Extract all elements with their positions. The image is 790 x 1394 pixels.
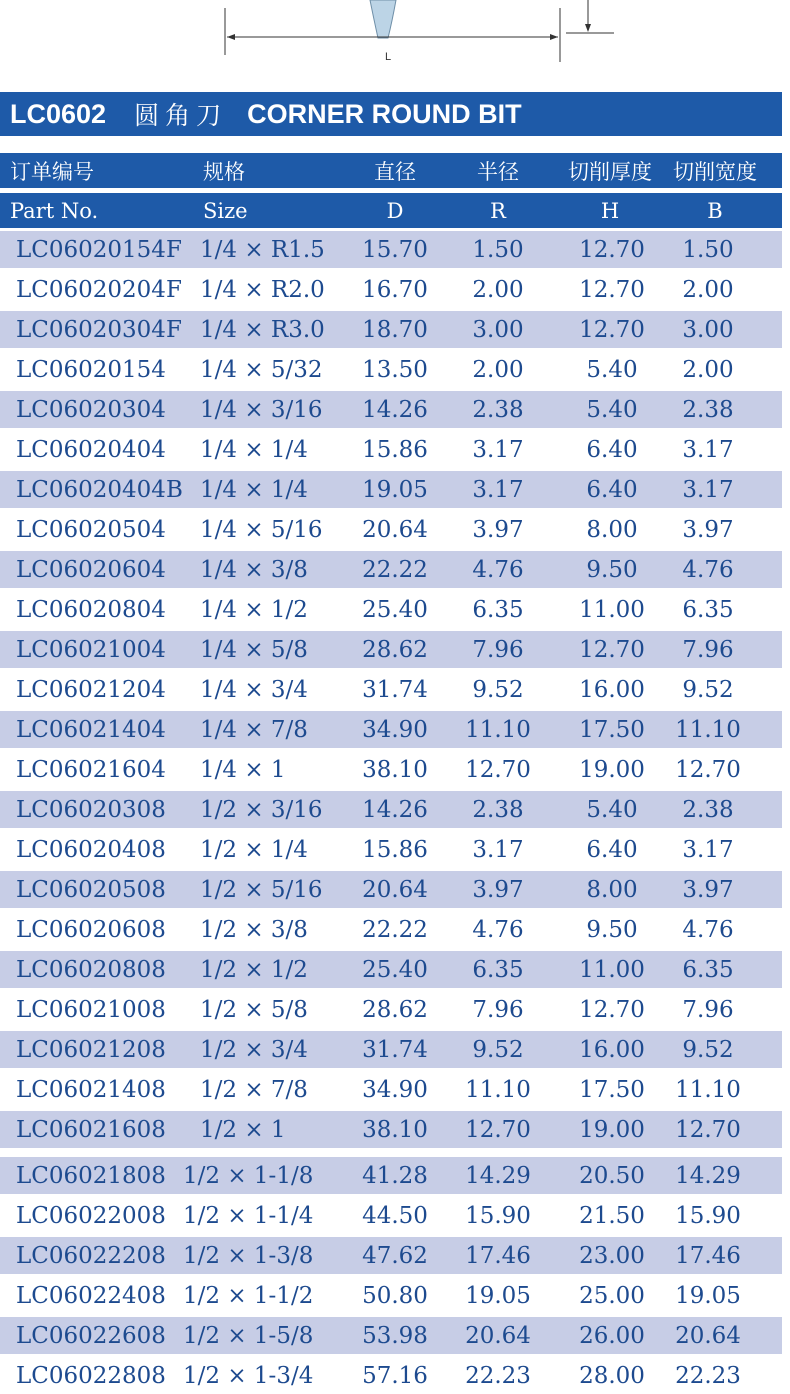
header-en-diameter: D <box>386 198 404 223</box>
diameter-cell: 20.64 <box>362 516 428 543</box>
diameter-cell: 34.90 <box>362 1076 428 1103</box>
cut-width-cell: 11.10 <box>675 716 741 743</box>
cut-width-cell: 11.10 <box>675 1076 741 1103</box>
size-cell: 1/2 × 1-1/2 <box>183 1282 314 1309</box>
radius-cell: 12.70 <box>465 756 531 783</box>
part-no-cell: LC06020508 <box>16 876 166 903</box>
size-cell: 1/2 × 1-3/8 <box>183 1242 314 1269</box>
size-cell: 1/2 × 1-1/4 <box>183 1202 314 1229</box>
part-no-cell: LC06021004 <box>16 636 166 663</box>
table-row <box>0 951 782 988</box>
table-row <box>0 591 782 628</box>
part-no-cell: LC06021404 <box>16 716 166 743</box>
table-row <box>0 1111 782 1148</box>
radius-cell: 4.76 <box>472 916 524 943</box>
part-no-cell: LC06022208 <box>16 1242 166 1269</box>
cut-height-cell: 21.50 <box>579 1202 645 1229</box>
size-cell: 1/2 × 1-5/8 <box>183 1322 314 1349</box>
radius-cell: 6.35 <box>472 596 524 623</box>
size-cell: 1/4 × 5/32 <box>200 356 323 383</box>
part-no-cell: LC06020154 <box>16 356 166 383</box>
table-header-cn <box>0 153 782 188</box>
cut-width-cell: 3.97 <box>682 876 734 903</box>
part-no-cell: LC06021408 <box>16 1076 166 1103</box>
size-cell: 1/4 × R2.0 <box>200 276 325 303</box>
header-en-radius: R <box>490 198 506 223</box>
size-cell: 1/4 × 3/16 <box>200 396 323 423</box>
diameter-cell: 50.80 <box>362 1282 428 1309</box>
size-cell: 1/4 × R1.5 <box>200 236 325 263</box>
radius-cell: 2.38 <box>472 796 524 823</box>
part-no-cell: LC06022008 <box>16 1202 166 1229</box>
product-name-en: CORNER ROUND BIT <box>247 98 522 129</box>
cut-height-cell: 17.50 <box>579 716 645 743</box>
part-no-cell: LC06021608 <box>16 1116 166 1143</box>
size-cell: 1/2 × 1-1/8 <box>183 1162 314 1189</box>
diameter-cell: 28.62 <box>362 996 428 1023</box>
table-row <box>0 471 782 508</box>
diameter-cell: 38.10 <box>362 756 428 783</box>
radius-cell: 7.96 <box>472 996 524 1023</box>
table-header-en <box>0 193 782 228</box>
diameter-cell: 14.26 <box>362 396 428 423</box>
table-row <box>0 1071 782 1108</box>
cut-width-cell: 6.35 <box>682 596 734 623</box>
diameter-cell: 25.40 <box>362 596 428 623</box>
cut-height-cell: 25.00 <box>579 1282 645 1309</box>
part-no-cell: LC06020204F <box>16 276 182 303</box>
cut-width-cell: 7.96 <box>682 996 734 1023</box>
cut-height-cell: 8.00 <box>586 876 638 903</box>
diameter-cell: 47.62 <box>362 1242 428 1269</box>
cut-height-cell: 19.00 <box>579 1116 645 1143</box>
size-cell: 1/2 × 5/16 <box>200 876 323 903</box>
diameter-cell: 22.22 <box>362 916 428 943</box>
diameter-cell: 41.28 <box>362 1162 428 1189</box>
header-en-cut-width: B <box>707 198 723 223</box>
product-name-cn: 圆角刀 <box>134 101 228 130</box>
radius-cell: 12.70 <box>465 1116 531 1143</box>
table-row <box>0 911 782 948</box>
cut-height-cell: 19.00 <box>579 756 645 783</box>
header-en-cut-height: H <box>600 198 620 223</box>
size-cell: 1/2 × 1/2 <box>200 956 308 983</box>
table-row <box>0 1277 782 1314</box>
radius-cell: 14.29 <box>465 1162 531 1189</box>
cut-width-cell: 15.90 <box>675 1202 741 1229</box>
cut-width-cell: 14.29 <box>675 1162 741 1189</box>
part-no-cell: LC06020808 <box>16 956 166 983</box>
cut-width-cell: 19.05 <box>675 1282 741 1309</box>
diameter-cell: 25.40 <box>362 956 428 983</box>
cut-width-cell: 6.35 <box>682 956 734 983</box>
header-cn-cut-width: 切削宽度 <box>673 159 757 184</box>
diameter-cell: 15.86 <box>362 436 428 463</box>
cut-width-cell: 2.38 <box>682 796 734 823</box>
cut-height-cell: 6.40 <box>586 836 638 863</box>
part-no-cell: LC06020154F <box>16 236 182 263</box>
header-cn-cut-height: 切削厚度 <box>568 159 652 184</box>
cut-height-cell: 23.00 <box>579 1242 645 1269</box>
cut-height-cell: 9.50 <box>586 916 638 943</box>
cut-height-cell: 6.40 <box>586 436 638 463</box>
size-cell: 1/2 × 1/4 <box>200 836 308 863</box>
cut-width-cell: 3.97 <box>682 516 734 543</box>
product-title-bar <box>0 92 782 136</box>
radius-cell: 17.46 <box>465 1242 531 1269</box>
radius-cell: 22.23 <box>465 1362 531 1389</box>
table-row <box>0 671 782 708</box>
table-row <box>0 1197 782 1234</box>
table-row <box>0 751 782 788</box>
table-row <box>0 631 782 668</box>
size-cell: 1/2 × 5/8 <box>200 996 308 1023</box>
size-cell: 1/4 × 5/16 <box>200 516 323 543</box>
part-no-cell: LC06022608 <box>16 1322 166 1349</box>
table-row <box>0 391 782 428</box>
radius-cell: 3.17 <box>472 436 524 463</box>
header-cn-part-no: 订单编号 <box>10 159 94 184</box>
radius-cell: 4.76 <box>472 556 524 583</box>
diameter-cell: 22.22 <box>362 556 428 583</box>
cut-height-cell: 6.40 <box>586 476 638 503</box>
size-cell: 1/2 × 1 <box>200 1116 286 1143</box>
cut-height-cell: 11.00 <box>579 956 645 983</box>
cut-width-cell: 4.76 <box>682 556 734 583</box>
part-no-cell: LC06020308 <box>16 796 166 823</box>
radius-cell: 3.17 <box>472 476 524 503</box>
cut-height-cell: 17.50 <box>579 1076 645 1103</box>
diameter-cell: 14.26 <box>362 796 428 823</box>
cut-height-cell: 11.00 <box>579 596 645 623</box>
part-no-cell: LC06021604 <box>16 756 166 783</box>
diameter-cell: 20.64 <box>362 876 428 903</box>
size-cell: 1/4 × 3/4 <box>200 676 308 703</box>
cut-width-cell: 9.52 <box>682 676 734 703</box>
radius-cell: 9.52 <box>472 1036 524 1063</box>
radius-cell: 2.00 <box>472 356 524 383</box>
cut-width-cell: 2.00 <box>682 356 734 383</box>
table-row <box>0 1031 782 1068</box>
part-no-cell: LC06020304F <box>16 316 182 343</box>
cut-width-cell: 3.17 <box>682 836 734 863</box>
cut-height-cell: 12.70 <box>579 636 645 663</box>
part-no-cell: LC06021008 <box>16 996 166 1023</box>
cut-height-cell: 12.70 <box>579 276 645 303</box>
cut-width-cell: 22.23 <box>675 1362 741 1389</box>
radius-cell: 3.97 <box>472 876 524 903</box>
size-cell: 1/4 × 1 <box>200 756 286 783</box>
part-no-cell: LC06020408 <box>16 836 166 863</box>
header-en-size: Size <box>203 198 248 223</box>
diameter-cell: 53.98 <box>362 1322 428 1349</box>
diameter-cell: 57.16 <box>362 1362 428 1389</box>
size-cell: 1/4 × 5/8 <box>200 636 308 663</box>
table-row <box>0 271 782 308</box>
radius-cell: 3.00 <box>472 316 524 343</box>
cut-width-cell: 3.17 <box>682 476 734 503</box>
table-row <box>0 511 782 548</box>
size-cell: 1/4 × 1/4 <box>200 476 308 503</box>
cut-width-cell: 12.70 <box>675 756 741 783</box>
table-row <box>0 431 782 468</box>
cut-width-cell: 1.50 <box>682 236 734 263</box>
part-no-cell: LC06021208 <box>16 1036 166 1063</box>
radius-cell: 3.17 <box>472 836 524 863</box>
header-cn-size: 规格 <box>203 159 245 184</box>
header-cn-diameter: 直径 <box>374 159 416 184</box>
table-row <box>0 991 782 1028</box>
cut-width-cell: 4.76 <box>682 916 734 943</box>
cut-width-cell: 7.96 <box>682 636 734 663</box>
cut-height-cell: 5.40 <box>586 796 638 823</box>
part-no-cell: LC06020804 <box>16 596 166 623</box>
table-row <box>0 311 782 348</box>
cut-width-cell: 3.00 <box>682 316 734 343</box>
diameter-cell: 15.70 <box>362 236 428 263</box>
diameter-cell: 15.86 <box>362 836 428 863</box>
diameter-cell: 13.50 <box>362 356 428 383</box>
cut-height-cell: 5.40 <box>586 356 638 383</box>
radius-cell: 7.96 <box>472 636 524 663</box>
part-no-cell: LC06020608 <box>16 916 166 943</box>
cut-height-cell: 28.00 <box>579 1362 645 1389</box>
product-code-title: LC0602 <box>10 98 107 129</box>
diameter-cell: 19.05 <box>362 476 428 503</box>
size-cell: 1/2 × 3/8 <box>200 916 308 943</box>
part-no-cell: LC06021204 <box>16 676 166 703</box>
diameter-cell: 34.90 <box>362 716 428 743</box>
size-cell: 1/4 × 3/8 <box>200 556 308 583</box>
table-row <box>0 351 782 388</box>
size-cell: 1/2 × 3/4 <box>200 1036 308 1063</box>
table-row <box>0 231 782 268</box>
part-no-cell: LC06020404B <box>16 476 183 503</box>
size-cell: 1/2 × 1-3/4 <box>183 1362 314 1389</box>
radius-cell: 6.35 <box>472 956 524 983</box>
table-row <box>0 1157 782 1194</box>
cut-width-cell: 12.70 <box>675 1116 741 1143</box>
cut-width-cell: 3.17 <box>682 436 734 463</box>
header-en-part-no: Part No. <box>10 198 99 223</box>
size-cell: 1/2 × 3/16 <box>200 796 323 823</box>
cut-width-cell: 2.00 <box>682 276 734 303</box>
diameter-cell: 31.74 <box>362 676 428 703</box>
part-no-cell: LC06021808 <box>16 1162 166 1189</box>
cut-height-cell: 20.50 <box>579 1162 645 1189</box>
part-no-cell: LC06020404 <box>16 436 166 463</box>
diameter-cell: 44.50 <box>362 1202 428 1229</box>
cut-width-cell: 17.46 <box>675 1242 741 1269</box>
size-cell: 1/4 × R3.0 <box>200 316 325 343</box>
cut-width-cell: 9.52 <box>682 1036 734 1063</box>
radius-cell: 9.52 <box>472 676 524 703</box>
part-no-cell: LC06020504 <box>16 516 166 543</box>
diameter-cell: 28.62 <box>362 636 428 663</box>
diameter-cell: 16.70 <box>362 276 428 303</box>
table-row <box>0 831 782 868</box>
cut-height-cell: 12.70 <box>579 236 645 263</box>
table-row <box>0 1237 782 1274</box>
size-cell: 1/4 × 7/8 <box>200 716 308 743</box>
diameter-cell: 18.70 <box>362 316 428 343</box>
radius-cell: 19.05 <box>465 1282 531 1309</box>
header-cn-radius: 半径 <box>477 159 519 184</box>
table-row <box>0 1317 782 1354</box>
cut-height-cell: 12.70 <box>579 996 645 1023</box>
bit-dimension-diagram <box>0 0 790 92</box>
cut-height-cell: 26.00 <box>579 1322 645 1349</box>
cut-height-cell: 5.40 <box>586 396 638 423</box>
radius-cell: 2.00 <box>472 276 524 303</box>
part-no-cell: LC06020304 <box>16 396 166 423</box>
cut-height-cell: 16.00 <box>579 1036 645 1063</box>
radius-cell: 11.10 <box>465 1076 531 1103</box>
table-row <box>0 791 782 828</box>
cut-height-cell: 12.70 <box>579 316 645 343</box>
cut-height-cell: 8.00 <box>586 516 638 543</box>
radius-cell: 2.38 <box>472 396 524 423</box>
size-cell: 1/4 × 1/4 <box>200 436 308 463</box>
table-row <box>0 551 782 588</box>
cut-height-cell: 16.00 <box>579 676 645 703</box>
part-no-cell: LC06022408 <box>16 1282 166 1309</box>
radius-cell: 11.10 <box>465 716 531 743</box>
cut-width-cell: 2.38 <box>682 396 734 423</box>
radius-cell: 1.50 <box>472 236 524 263</box>
dimension-l-label: L <box>385 51 392 63</box>
size-cell: 1/2 × 7/8 <box>200 1076 308 1103</box>
table-row <box>0 711 782 748</box>
radius-cell: 15.90 <box>465 1202 531 1229</box>
part-no-cell: LC06022808 <box>16 1362 166 1389</box>
table-row <box>0 871 782 908</box>
radius-cell: 3.97 <box>472 516 524 543</box>
radius-cell: 20.64 <box>465 1322 531 1349</box>
diameter-cell: 31.74 <box>362 1036 428 1063</box>
size-cell: 1/4 × 1/2 <box>200 596 308 623</box>
cut-height-cell: 9.50 <box>586 556 638 583</box>
cut-width-cell: 20.64 <box>675 1322 741 1349</box>
part-no-cell: LC06020604 <box>16 556 166 583</box>
diameter-cell: 38.10 <box>362 1116 428 1143</box>
